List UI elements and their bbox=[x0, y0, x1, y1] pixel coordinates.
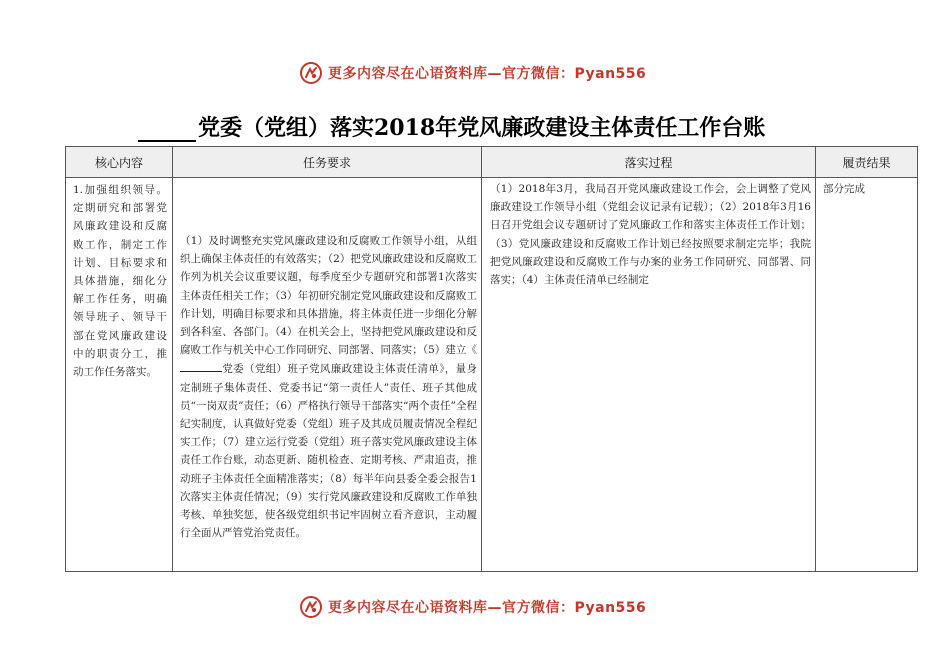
ledger-table bbox=[65, 146, 918, 572]
cell-task bbox=[173, 178, 482, 572]
watermark-text: 更多内容尽在心语资料库—官方微信：Pyan556 bbox=[328, 600, 647, 616]
watermark-top bbox=[300, 60, 646, 86]
cell-result: 部分完成 bbox=[816, 178, 918, 572]
watermark-text: 更多内容尽在心语资料库—官方微信：Pyan556 bbox=[328, 66, 647, 82]
page-title bbox=[138, 110, 838, 142]
title-text: 党委（党组）落实2018年党风廉政建设主体责任工作台账 bbox=[198, 115, 766, 141]
task-text-part2: 党委（党组）班子党风廉政建设主体责任清单》，量身定制班子集体责任、党委书记“第一责任人”责任、班子其他成员“一岗双责”责任；（6）严格执行领导干部落实“两个责任”全程纪实制度，认真做好党委（党组）班子及其成员履责情况全程纪实工作；（7）建立运行党委（党组）班子落实党风廉政建设主体责任工作台账，动态更新、随机检查、定期考核、严肃追责，推动班子主体责任全面精准落实；（8）每半年向县委全委会报告1次落实主体责任情况；（9）实行党风廉政建设和反腐败工作单独考核、单独奖惩，使各级党组织书记牢固树立看齐意识，主动履行全面从严管党治党责任。 bbox=[180, 363, 477, 540]
table-header-row bbox=[66, 147, 918, 178]
watermark-logo-icon bbox=[300, 596, 322, 618]
cell-core: 1.加强组织领导。定期研究和部署党风廉政建设和反腐败工作，制定工作计划、目标要求和具体措施，细化分解工作任务，明确领导班子、领导干部在党风廉政建设中的职责分工，推动工作任务落实。 bbox=[66, 178, 173, 572]
watermark-bottom bbox=[300, 594, 646, 620]
header-process: 落实过程 bbox=[482, 147, 816, 178]
header-result: 履责结果 bbox=[816, 147, 918, 178]
watermark-logo-icon bbox=[300, 62, 322, 84]
title-blank-line bbox=[138, 114, 196, 142]
cell-process: （1）2018年3月，我局召开党风廉政建设工作会，会上调整了党风廉政建设工作领导小组（党组会议记录有记载）；（2）2018年3月16日召开党组会议专题研讨了党风廉政工作和落实主体责任工作计划；（3）党风廉政建设和反腐败工作计划已经按照要求制定完毕；我院把党风廉政建设和反腐败工作与办案的业务工作同研究、同部署、同落实；（4）主体责任清单已经制定 bbox=[482, 178, 816, 572]
task-inline-blank bbox=[180, 359, 222, 372]
header-task: 任务要求 bbox=[173, 147, 482, 178]
task-text-part1: （1）及时调整充实党风廉政建设和反腐败工作领导小组，从组织上确保主体责任的有效落实；（2）把党风廉政建设和反腐败工作列为机关会议重要议题，每季度至少专题研究和部署1次落实主体责任相关工作；（3）年初研究制定党风廉政建设和反腐败工作计划，明确目标要求和具体措施，将主体责任进一步细化分解到各科室、各部门。（4）在机关会上，坚持把党风廉政建设和反腐败工作与机关中心工作同研究、同部署、同落实；（5）建立《 bbox=[180, 235, 477, 357]
table-row bbox=[66, 178, 918, 572]
header-core: 核心内容 bbox=[66, 147, 173, 178]
